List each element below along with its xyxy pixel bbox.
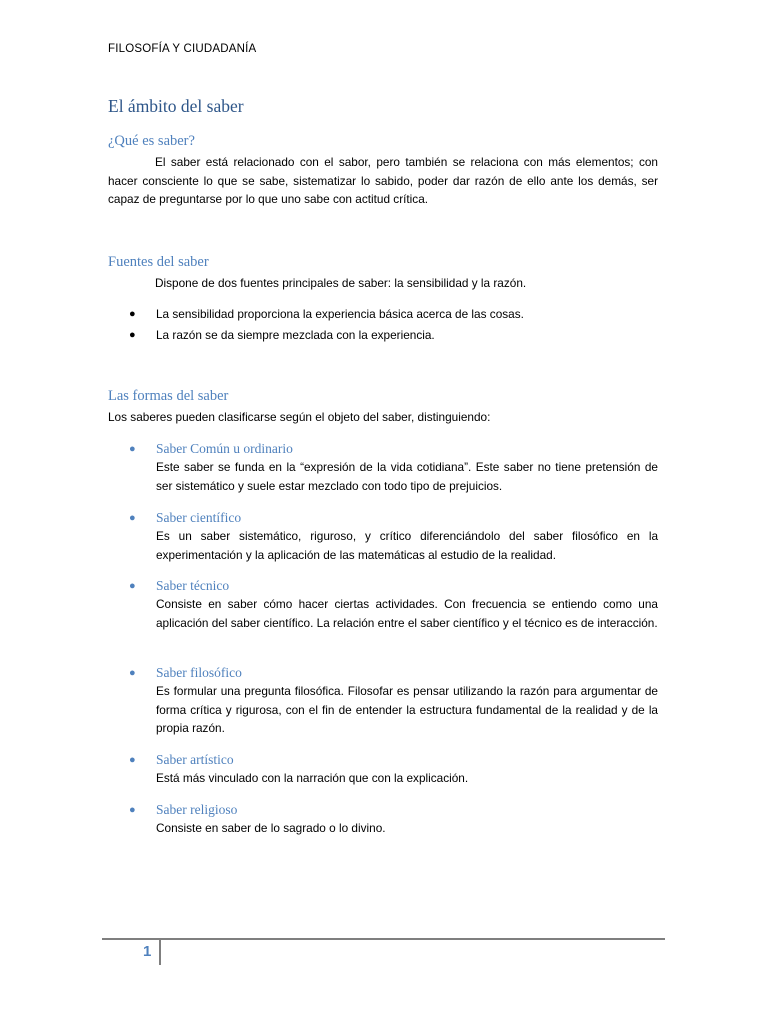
bullet-icon: ● [129,329,136,341]
section-intro: Los saberes pueden clasificarse según el objeto del saber, distinguiendo: [108,410,491,424]
item-title: Saber artístico [156,752,234,767]
bullet-icon: ● [129,754,136,766]
item-description: Este saber se funda en la “expresión de la vida cotidiana”. Este saber no tiene pretensión de ser sistemático y suele estar mezclado con todo tipo de prejuicios. [156,460,658,493]
item-description: Consiste en saber de lo sagrado o lo divino. [156,821,386,835]
item-title: Saber científico [156,510,242,525]
section-heading-que-es-saber: ¿Qué es saber? [108,133,195,149]
bullet-icon: ● [129,512,136,524]
section-intro: Dispone de dos fuentes principales de saber: la sensibilidad y la razón. [155,276,527,290]
bullet-icon: ● [129,443,136,455]
bullet-icon: ● [129,580,136,592]
section-paragraph: El saber está relacionado con el sabor, pero también se relaciona con más elementos; con hacer consciente lo que se sabe, sistematizar lo sabido, poder dar razón de ello ante los demás, ser capaz de preguntarse por lo que uno sabe con actitud crítica. [108,155,658,206]
page-number: 1 [143,943,152,960]
item-description: Es formular una pregunta filosófica. Filosofar es pensar utilizando la razón para argumentar de forma crítica y rigurosa, con el fin de entender la estructura fundamental de la realidad y de la propia razón. [156,684,658,735]
item-title: Saber técnico [156,578,230,593]
item-description: Es un saber sistemático, riguroso, y crítico diferenciándolo del saber filosófico en la experimentación y la aplicación de las matemáticas al estudio de la realidad. [156,529,658,562]
item-title: Saber Común u ordinario [156,441,293,456]
footer-divider [159,940,161,965]
bullet-icon: ● [129,308,136,320]
list-item-text: La sensibilidad proporciona la experiencia básica acerca de las cosas. [156,307,524,321]
list-item-text: La razón se da siempre mezclada con la experiencia. [156,328,435,342]
page-header: FILOSOFÍA Y CIUDADANÍA [108,43,257,55]
item-title: Saber filosófico [156,665,242,680]
bullet-icon: ● [129,667,136,679]
item-description: Consiste en saber cómo hacer ciertas actividades. Con frecuencia se entiendo como una aplicación del saber científico. La relación entre el saber científico y el técnico es de interacción. [156,597,658,630]
document-title: El ámbito del saber [108,96,244,116]
item-title: Saber religioso [156,802,238,817]
section-heading-fuentes: Fuentes del saber [108,254,209,270]
section-heading-formas: Las formas del saber [108,388,229,404]
footer-rule [102,938,665,940]
bullet-icon: ● [129,804,136,816]
item-description: Está más vinculado con la narración que con la explicación. [156,771,469,785]
